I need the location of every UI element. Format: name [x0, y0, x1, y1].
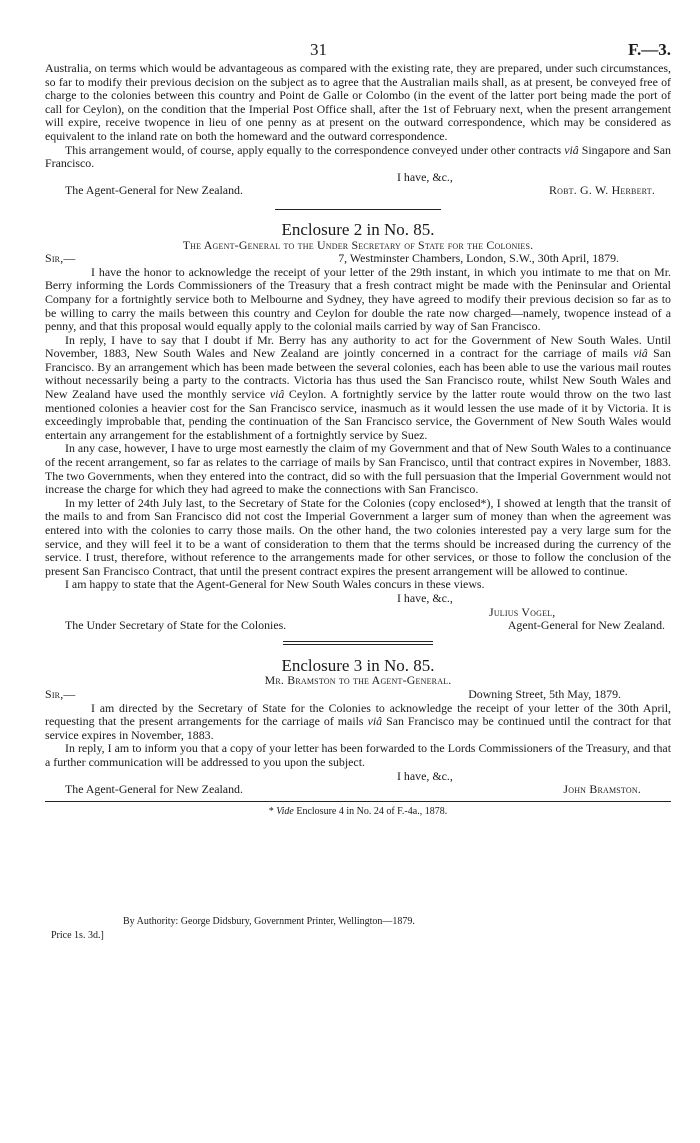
enclosure-2-paragraph-3: In any case, however, I have to urge most earnestly the claim of my Government and that of New South Wales to a continuance of the recent arrangement, so far as relates to the carriage of mails by San Francisco, until that contract expires in November, 1883. The two Governments, when they entered into the contract, did so with the full persuasion that the Imperial Government would not increase the charge for which they had agreed to make the connections with San Francisco.: [45, 441, 672, 497]
enclosure-2-paragraph-4: In my letter of 24th July last, to the Secretary of State for the Colonies (copy enclosed*), I showed at length that the transit of the mails to and from San Francisco did not cost the Imperial Government a larger sum of money than when the agreement was entered into with the colonies to carry those mails. On the other hand, the two colonies interested pay a very large sum for the service, and they will feel it to be a want of consideration to them that the terms should be increased during the currency of the service. I trust, therefore, without reference to the arrangements made for other services, or those to follow the conclusion of the present San Francisco Contract, that until the present contract expires the present arrangement will be allowed to continue.: [45, 495, 671, 578]
enclosure-2-address: 7, Westminster Chambers, London, S.W., 30th April, 1879.: [338, 251, 619, 266]
enclosure-2-paragraph-2: In reply, I have to say that I doubt if Mr. Berry has any authority to act for the Government of New South Wales. Until November, 1883, New South Wales and New Zealand are jointly concerned in a contract for the carriage of mails viâ San Francisco. By an arrangement which has been made between the several colonies, each has been able to use the various mail routes without necessarily being a party to the contracts. Victoria has thus used the San Francisco route, whilst New South Wales and New Zealand have used the monthly service viâ Ceylon. A fortnightly service by the latter route would throw on the two last mentioned colonies a heavier cost for the San Francisco service, inasmuch as it would lessen the use made of it by Victoria. It is exceedingly improbable that, pending the continuation of the San Francisco service, the Government of New South Wales would entertain any arrangement for the establishment of a fortnightly service by Suez.: [45, 332, 672, 442]
enclosure-2-signature-row: [45, 619, 671, 633]
enclosure-2-paragraph-1: I have the honor to acknowledge the receipt of your letter of the 29th instant, in which you intimate to me that on Mr. Berry informing the Lords Commissioners of the Treasury that a fresh contract might be made with the Peninsular and Oriental Company for a fortnightly service both to Melbourne and Sydney, they have agreed to modify their previous decision so far as to be willing to carry the mails between this country and Ceylon for double the rate now charged—namely, twopence instead of a penny, and that this proposal would equally apply to the colonial mails carried by way of San Francisco.: [45, 264, 671, 334]
enclosure-3-paragraph-2: In reply, I am to inform you that a copy of your letter has been forwarded to the Lords Commissioners of the Treasury, and that a further communication will be addressed to you upon the subject.: [45, 741, 671, 769]
page-header: [45, 0, 671, 62]
enclosure-3-signature: John Bramston.: [563, 782, 641, 797]
document-body: [45, 62, 671, 818]
enclosure-2-addressee: The Under Secretary of State for the Colonies.: [65, 618, 287, 633]
enclosure-3-closing: I have, &c.,: [397, 768, 453, 783]
enclosure-2-heading: Enclosure 2 in No. 85.: [281, 219, 435, 239]
top-addressee: The Agent-General for New Zealand.: [65, 183, 243, 198]
enclosure-3-subheading: Mr. Bramston to the Agent-General.: [264, 673, 452, 688]
printer-authority: By Authority: George Didsbury, Government Printer, Wellington—1879.: [123, 916, 415, 927]
top-paragraph-1: Australia, on terms which would be advantageous as compared with the existing rate, they are prepared, under such circumstances, so far to modify their previous decision on the subject as to agree that the Australian mails shall, as at present, be conveyed free of charge to the colonies between this country and Point de Galle or Colombo (in the event of the latter port being made the port of call for Ceylon), on the condition that the Imperial Post Office shall, after the 1st of February next, when the present arrangement will expire, receive twopence in lieu of one penny as at present on the outward correspondence, which may be considered as equivalent to the inland rate on both the homeward and the outward correspondence.: [45, 61, 671, 143]
top-signature-row: [45, 184, 671, 198]
document-reference: F.—3.: [628, 40, 671, 59]
enclosure-3-addressee: The Agent-General for New Zealand.: [65, 782, 243, 797]
enclosure-3-heading: Enclosure 3 in No. 85.: [281, 655, 435, 675]
section-divider: [275, 209, 441, 210]
enclosure-3-address: Downing Street, 5th May, 1879.: [468, 686, 621, 701]
enclosure-2-closing: I have, &c.,: [397, 590, 453, 605]
enclosure-2-address-row: [45, 252, 671, 266]
enclosure-2-paragraph-5: I am happy to state that the Agent-General for New South Wales concurs in these views.: [65, 577, 485, 592]
top-signature: Robt. G. W. Herbert.: [548, 183, 655, 198]
enclosure-2-subheading: The Agent-General to the Under Secretary of State for the Colonies.: [182, 237, 534, 252]
enclosure-3-signature-row: [45, 783, 671, 797]
enclosure-3-paragraph-1: I am directed by the Secretary of State for the Colonies to acknowledge the receipt of your letter of the 30th April, requesting that the present arrangements for the carriage of mails viâ San Francisco may be continued until the contract for that service expires in November, 1883.: [45, 700, 671, 742]
document-page: [45, 0, 672, 941]
enclosure-3-address-row: [45, 688, 671, 702]
top-paragraph-2: This arrangement would, of course, apply equally to the correspondence conveyed under other contracts viâ Singapore and San Francisco.: [45, 142, 671, 171]
footnote: * Vide Enclosure 4 in No. 24 of F.-4a., 1878.: [268, 805, 448, 817]
top-closing: I have, &c.,: [397, 169, 453, 184]
enclosure-2-title: Agent-General for New Zealand.: [507, 618, 665, 633]
price-label: Price 1s. 3d.]: [51, 930, 104, 941]
enclosure-3-salutation: Sir,—: [45, 686, 76, 701]
enclosure-2-signature: Julius Vogel,: [489, 604, 556, 619]
section-double-divider: [283, 641, 433, 645]
enclosure-2-salutation: Sir,—: [45, 251, 76, 266]
page-number: 31: [310, 40, 327, 59]
footnote-rule: [45, 801, 671, 802]
